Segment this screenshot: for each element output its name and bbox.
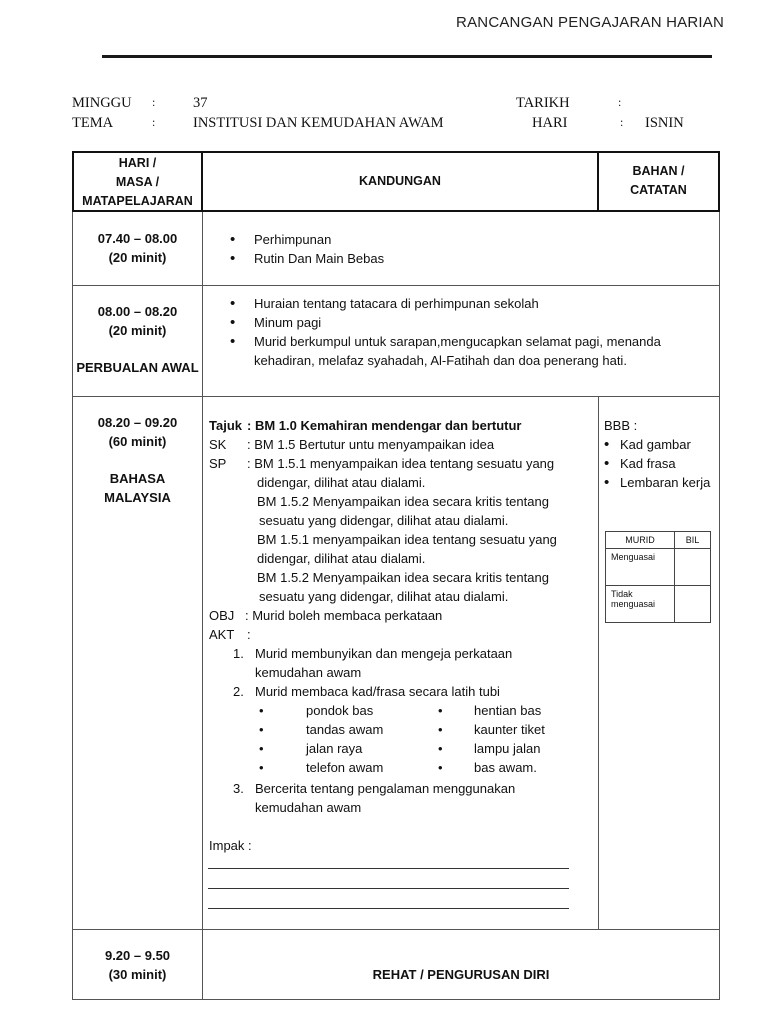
- impak-label: Impak :: [209, 838, 252, 853]
- row2-content-list: [230, 294, 700, 370]
- hari-sep: :: [620, 115, 624, 129]
- word-item: jalan raya: [306, 741, 363, 756]
- mastery-header-murid: MURID: [606, 532, 675, 549]
- sp-line: didengar, dilihat atau dialami.: [257, 475, 426, 490]
- impak-line: [208, 888, 569, 889]
- sp-line: BM 1.5.2 Menyampaikan idea secara kritis tentang: [257, 494, 549, 509]
- word-item: kaunter tiket: [474, 722, 545, 737]
- tarikh-label: TARIKH: [516, 95, 570, 111]
- header-hari-masa: HARI / MASA / MATAPELAJARAN: [82, 156, 193, 208]
- obj-value: : Murid boleh membaca perkataan: [245, 608, 443, 623]
- row2-time-cell: 08.00 – 08.20 (20 minit) PERBUALAN AWAL: [76, 304, 199, 375]
- hari-value: ISNIN: [645, 115, 684, 131]
- list-item: • Lembaran kerja: [604, 473, 714, 492]
- row1-time-cell: 07.40 – 08.00 (20 minit): [97, 231, 178, 265]
- tema-label: TEMA: [72, 115, 114, 131]
- word-item: pondok bas: [306, 703, 374, 718]
- row3-content: [209, 416, 594, 855]
- tajuk-value: : BM 1.0 Kemahiran mendengar dan bertutur: [247, 418, 522, 433]
- sp-label: SP: [209, 456, 227, 471]
- mastery-cell-empty: [675, 549, 711, 586]
- mastery-cell-empty: [675, 586, 711, 623]
- list-item: • Kad gambar: [604, 435, 714, 454]
- sp-line: sesuatu yang didengar, dilihat atau dialami.: [259, 513, 509, 528]
- word-item: hentian bas: [474, 703, 542, 718]
- word-item: telefon awam: [306, 760, 384, 775]
- akt-label: AKT: [209, 627, 235, 642]
- sk-label: SK: [209, 437, 227, 452]
- row4-content: REHAT / PENGURUSAN DIRI: [372, 967, 550, 982]
- sp-line: BM 1.5.1 menyampaikan idea tentang sesuatu yang: [257, 532, 557, 547]
- obj-label: OBJ: [209, 608, 235, 623]
- akt-sep: :: [247, 627, 251, 642]
- word-item: tandas awam: [306, 722, 384, 737]
- list-item: • Huraian tentang tatacara di perhimpunan sekolah: [230, 294, 700, 313]
- minggu-sep: :: [152, 95, 156, 109]
- list-item: • Kad frasa: [604, 454, 714, 473]
- akt2-num: 2.: [233, 684, 244, 699]
- word-item: lampu jalan: [474, 741, 541, 756]
- row1-content-list: [230, 230, 590, 268]
- row4-time-cell: 9.20 – 9.50 (30 minit): [104, 948, 171, 982]
- list-item: • Murid berkumpul untuk sarapan,mengucapkan selamat pagi, menanda kehadiran, melafaz syahadah, Al-Fatihah dan doa penerang hati.: [230, 332, 700, 370]
- hari-label: HARI: [532, 115, 568, 131]
- sk-value: : BM 1.5 Bertutur untu menyampaikan idea: [247, 437, 495, 452]
- akt2-line: Murid membaca kad/frasa secara latih tubi: [255, 684, 500, 699]
- word-item: bas awam.: [474, 760, 537, 775]
- tema-value: INSTITUSI DAN KEMUDAHAN AWAM: [193, 115, 444, 131]
- bbb-label: BBB :: [604, 418, 638, 433]
- list-item: • Minum pagi: [230, 313, 700, 332]
- mastery-row-tidak-menguasai: Tidak menguasai: [606, 586, 675, 623]
- akt3-line: Bercerita tentang pengalaman menggunakan: [255, 781, 516, 796]
- mastery-header-bil: BIL: [675, 532, 711, 549]
- mastery-table: [605, 531, 711, 623]
- tajuk-label: Tajuk: [209, 418, 242, 433]
- minggu-value: 37: [193, 95, 208, 111]
- list-item: • Rutin Dan Main Bebas: [230, 249, 590, 268]
- bbb-section: [604, 416, 714, 492]
- akt1-line: kemudahan awam: [255, 665, 362, 680]
- word-list: • • • • pondok bas tandas awam jalan raya telefon awam • • • • hentian bas kaunter tiket lampu jalan bas awam.: [259, 703, 545, 775]
- header-kandungan: KANDUNGAN: [359, 174, 441, 188]
- akt3-line: kemudahan awam: [255, 800, 362, 815]
- list-item: • Perhimpunan: [230, 230, 590, 249]
- sp-line: sesuatu yang didengar, dilihat atau dialami.: [259, 589, 509, 604]
- sp-line: BM 1.5.2 Menyampaikan idea secara kritis tentang: [257, 570, 549, 585]
- impak-line: [208, 868, 569, 869]
- akt1-line: Murid membunyikan dan mengeja perkataan: [255, 646, 513, 661]
- sp-line: : BM 1.5.1 menyampaikan idea tentang sesuatu yang: [247, 456, 555, 471]
- tarikh-sep: :: [618, 95, 622, 109]
- akt3-num: 3.: [233, 781, 244, 796]
- header-divider: [102, 55, 712, 58]
- header-bahan-catatan: BAHAN / CATATAN: [630, 164, 687, 197]
- document-title: RANCANGAN PENGAJARAN HARIAN: [456, 14, 724, 31]
- sp-line: didengar, dilihat atau dialami.: [257, 551, 426, 566]
- mastery-row-menguasai: Menguasai: [606, 549, 675, 586]
- row3-time-cell: 08.20 – 09.20 (60 minit) BAHASA MALAYSIA: [97, 415, 178, 505]
- minggu-label: MINGGU: [72, 95, 132, 111]
- tema-sep: :: [152, 115, 156, 129]
- impak-line: [208, 908, 569, 909]
- akt1-num: 1.: [233, 646, 244, 661]
